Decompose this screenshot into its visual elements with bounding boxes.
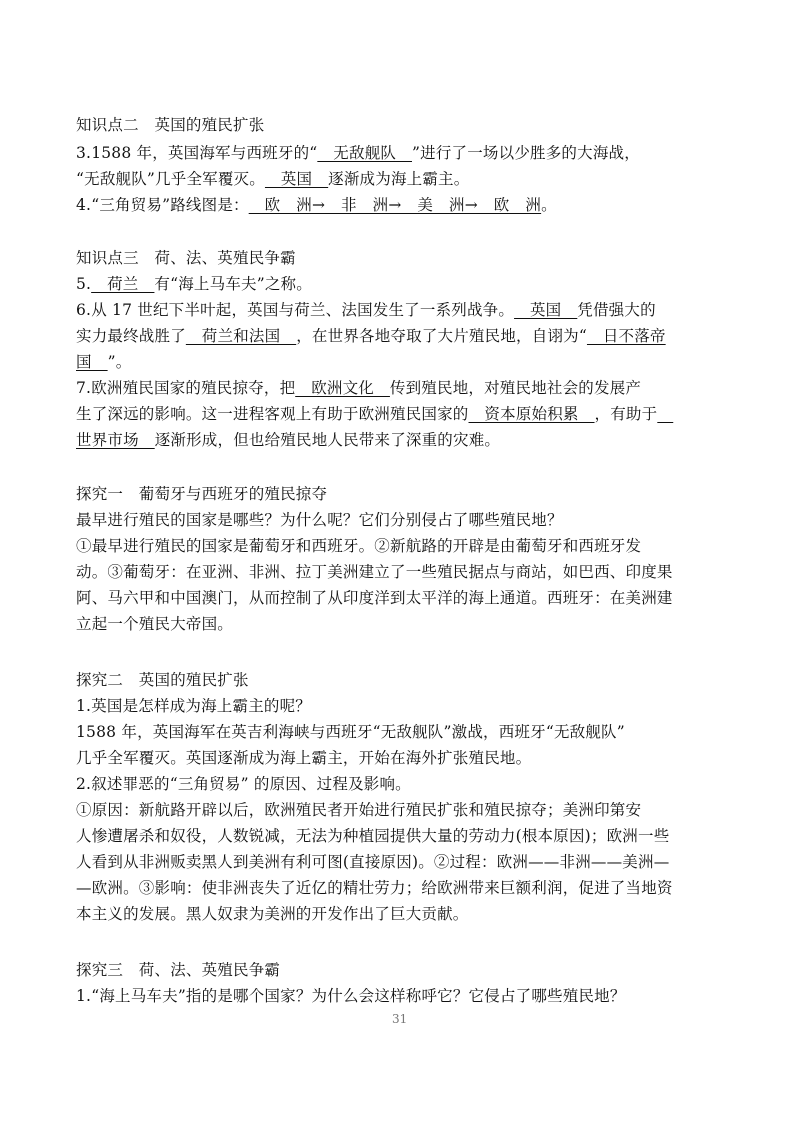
q4-answer: __欧__洲→__非__洲→__美__洲→__欧__洲 bbox=[248, 196, 542, 214]
q3-answer-2: __英国__ bbox=[264, 170, 329, 188]
question-7-line-3 bbox=[76, 430, 736, 450]
explore-1-answer-line: 立起一个殖民大帝国。 bbox=[76, 615, 234, 633]
explore-2-question-1: 1.英国是怎样成为海上霸主的呢？ bbox=[76, 697, 311, 715]
q7-answer-3: __ bbox=[657, 405, 674, 423]
explore-1-answer-line: ①最早进行殖民的国家是葡萄牙和西班牙。②新航路的开辟是由葡萄牙和西班牙发 bbox=[76, 537, 642, 555]
question-3-line-2 bbox=[76, 169, 736, 189]
question-6-line-2 bbox=[76, 326, 736, 346]
q7-text-end: 传到殖民地，对殖民地社会的发展产 bbox=[389, 379, 642, 397]
explore-2-answer-1-line: 几乎全军覆灭。英国逐渐成为海上霸主，开始在海外扩张殖民地。 bbox=[76, 749, 532, 767]
explore-3-title: 探究三 荷、法、英殖民争霸 bbox=[76, 961, 281, 979]
explore-1-title: 探究一 葡萄牙与西班牙的殖民掠夺 bbox=[76, 485, 328, 503]
q6-text-end: 凭借强大的 bbox=[577, 301, 656, 319]
q6-text-2: 实力最终战胜了 bbox=[76, 327, 186, 345]
q6-answer-3-end: 国__ bbox=[76, 353, 108, 371]
q5-answer: __荷兰__ bbox=[91, 275, 155, 293]
q3-text: 3.1588 年，英国海军与西班牙的“ bbox=[76, 144, 318, 162]
question-5 bbox=[76, 274, 736, 294]
explore-2-answer-2-line: ①原因：新航路开辟以后，欧洲殖民者开始进行殖民扩张和殖民掠夺；美洲印第安 bbox=[76, 801, 642, 819]
explore-2-answer-2-line: 人看到从非洲贩卖黑人到美洲有利可图(直接原因)。②过程：欧洲——非洲——美洲— bbox=[76, 853, 670, 871]
question-3-line-1 bbox=[76, 143, 736, 163]
q7-answer-1: __欧洲文化__ bbox=[295, 379, 390, 397]
q7-answer-2: __资本原始积累__ bbox=[468, 405, 595, 423]
question-6-line-1 bbox=[76, 300, 736, 320]
explore-1-question: 最早进行殖民的国家是哪些？为什么呢？它们分别侵占了哪些殖民地？ bbox=[76, 511, 563, 529]
q4-text-end: 。 bbox=[541, 196, 557, 214]
q5-text-end: 有“海上马车夫”之称。 bbox=[154, 275, 312, 293]
q7-answer-3-end: 世界市场__ bbox=[76, 431, 155, 449]
page-number: 31 bbox=[392, 1012, 408, 1026]
question-7-line-1 bbox=[76, 378, 736, 398]
q5-text: 5. bbox=[76, 275, 92, 293]
section-title-knowledge-3: 知识点三 荷、法、英殖民争霸 bbox=[76, 249, 296, 267]
question-6-line-3 bbox=[76, 352, 736, 372]
q7-text-2: 生了深远的影响。这一进程客观上有助于欧洲殖民国家的 bbox=[76, 405, 469, 423]
explore-3-question-1: 1.“海上马车夫”指的是哪个国家？为什么会这样称呼它？它侵占了哪些殖民地？ bbox=[76, 987, 626, 1005]
q6-answer-2: __荷兰和法国__ bbox=[185, 327, 297, 345]
q6-answer-1: __英国__ bbox=[514, 301, 578, 319]
explore-2-answer-2-line: 人惨遭屠杀和奴役，人数锐减，无法为种植园提供大量的劳动力(根本原因)；欧洲一些 bbox=[76, 827, 670, 845]
q6-answer-3: __日不落帝 bbox=[586, 327, 666, 345]
explore-2-answer-2-line: —欧洲。③影响：使非洲丧失了近亿的精壮劳力；给欧洲带来巨额利润，促进了当地资 bbox=[76, 879, 673, 897]
q3-text-2-end: 逐渐成为海上霸主。 bbox=[328, 170, 470, 188]
q6-text: 6.从 17 世纪下半叶起，英国与荷兰、法国发生了一系列战争。 bbox=[76, 301, 515, 319]
explore-2-question-2: 2.叙述罪恶的“三角贸易” 的原因、过程及影响。 bbox=[76, 775, 411, 793]
q4-text: 4.“三角贸易”路线图是： bbox=[76, 196, 249, 214]
question-7-line-2 bbox=[76, 404, 736, 424]
explore-2-answer-2-line: 本主义的发展。黑人奴隶为美洲的开发作出了巨大贡献。 bbox=[76, 905, 469, 923]
explore-2-answer-1-line: 1588 年，英国海军在英吉利海峡与西班牙“无敌舰队”激战，西班牙“无敌舰队” bbox=[76, 723, 625, 741]
explore-2-title: 探究二 英国的殖民扩张 bbox=[76, 671, 249, 689]
section-title-knowledge-2: 知识点二 英国的殖民扩张 bbox=[76, 116, 265, 134]
explore-1-answer-line: 阿、马六甲和中国澳门，从而控制了从印度洋到太平洋的海上通道。西班牙：在美洲建 bbox=[76, 589, 673, 607]
question-4 bbox=[76, 195, 736, 215]
q6-text-2b: ，在世界各地夺取了大片殖民地，自诩为“ bbox=[296, 327, 587, 345]
q3-answer: __无敌舰队__ bbox=[317, 144, 412, 162]
q7-text-3: 逐渐形成，但也给殖民地人民带来了深重的灾难。 bbox=[154, 431, 501, 449]
q3-text-end: ”进行了一场以少胜多的大海战， bbox=[412, 144, 640, 162]
q3-text-2: “无敌舰队”几乎全军覆灭。 bbox=[76, 170, 265, 188]
explore-1-answer-line: 动。③葡萄牙：在亚洲、非洲、拉丁美洲建立了一些殖民据点与商站，如巴西、印度果 bbox=[76, 563, 673, 581]
q7-text-2b: ，有助于 bbox=[594, 405, 658, 423]
q7-text: 7.欧洲殖民国家的殖民掠夺，把 bbox=[76, 379, 296, 397]
q6-text-3: ”。 bbox=[107, 353, 132, 371]
